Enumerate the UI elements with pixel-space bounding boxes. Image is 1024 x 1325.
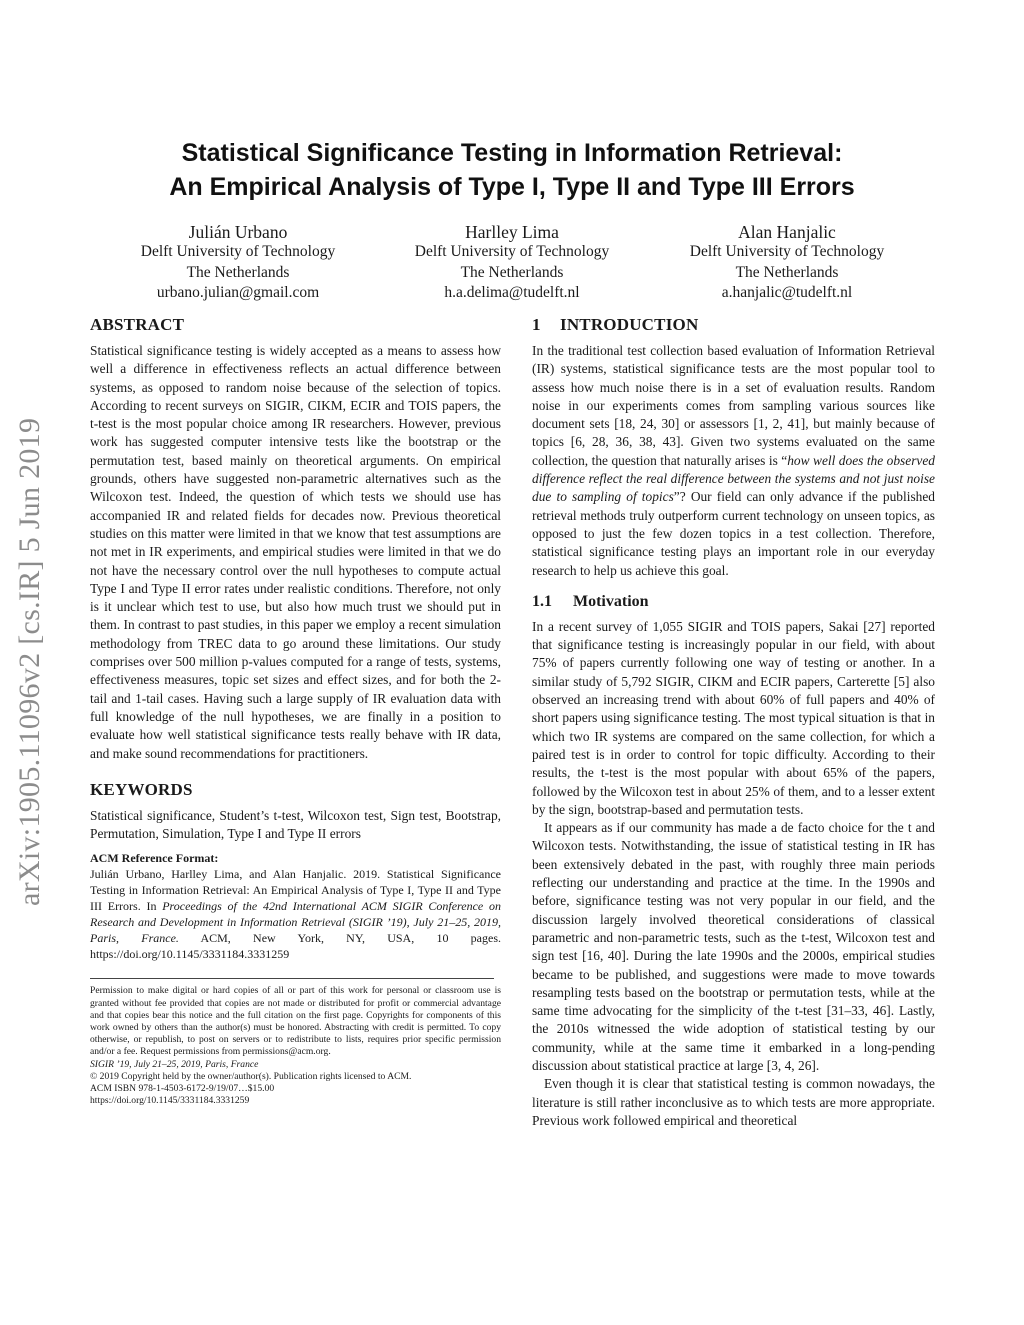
author-3 xyxy=(647,221,927,304)
conference-line: SIGIR ’19, July 21–25, 2019, Paris, France xyxy=(90,1058,259,1070)
author-country: The Netherlands xyxy=(735,263,839,281)
author-affiliation: Delft University of Technology xyxy=(414,243,610,260)
paper-title xyxy=(60,136,964,204)
section-number: 1 xyxy=(532,315,541,334)
author-email: a.hanjalic@tudelft.nl xyxy=(721,284,853,301)
author-name: Alan Hanjalic xyxy=(738,222,836,242)
intro-quote: how well does the observed difference reflect the real difference between the systems and not just noise due to sampling of topics xyxy=(532,452,935,505)
reference-authors-title: Julián Urbano, Harlley Lima, and Alan Hanjalic. 2019. Statistical Significance Testing in Information Retrieval: An Empirical Analysis of Type I, Type II and Type III Errors. In xyxy=(90,867,501,914)
author-1 xyxy=(98,221,378,304)
introduction-heading xyxy=(532,314,935,336)
keywords-text: Statistical significance, Student’s t-test, Wilcoxon test, Sign test, Bootstrap, Permutation, Simulation, Type I and Type II errors xyxy=(90,807,501,842)
left-column xyxy=(90,314,501,1107)
motivation-paragraph-3: Even though it is clear that statistical testing is common nowadays, the literature is still rather inconclusive as to which tests are more appropriate. Previous work followed empirical and theoretical xyxy=(532,1076,935,1128)
author-name: Julián Urbano xyxy=(188,222,288,242)
footnote-rule xyxy=(90,978,494,979)
keywords-heading: KEYWORDS xyxy=(90,779,193,799)
abstract-text: Statistical significance testing is widely accepted as a means to assess how well a difference in effectiveness reflects an actual difference between systems, as opposed to random noise because of the selection of topics. According to recent surveys on SIGIR, CIKM, ECIR and TOIS papers, the t-test is the most popular choice among IR researchers. However, previous work has suggested computer intensive tests like the bootstrap or the permutation test, based mainly on theoretical arguments. On empirical grounds, others have suggested non-parametric alternatives such as the Wilcoxon test. Indeed, the question of which tests we should use has accompanied IR and related fields for decades now. Previous theoretical studies on this matter were limited in that we know that test assumptions are not met in IR experiments, and empirical studies were limited in that we do not have the necessary control over the null hypotheses to compute actual Type I and Type II error rates under realistic conditions. Therefore, not only is it unclear which test to use, but also how much trust we should put in them. In contrast to past studies, in this paper we employ a recent simulation methodology from TREC data to go around these limitations. Our study comprises over 500 million p-values computed for a range of tests, systems, effectiveness measures, topic set sizes and effect sizes, and for both the 2-tail and 1-tail cases. Having such a large supply of IR evaluation data with full knowledge of the null hypotheses, we are finally in a position to evaluate how well statistical significance tests really behave with IR data, and make sound recommendations for practitioners. xyxy=(90,343,501,761)
title-line-1: Statistical Significance Testing in Information Retrieval: xyxy=(181,139,843,167)
author-name: Harlley Lima xyxy=(465,222,559,242)
reference-venue: Proceedings of the 42nd International ACM SIGIR Conference on Research and Development in Information Retrieval (SIGIR ’19), July 21–25, 2019, Paris, France. xyxy=(90,899,502,946)
copyright-line: © 2019 Copyright held by the owner/author(s). Publication rights licensed to ACM. xyxy=(90,1070,412,1082)
author-email: h.a.delima@tudelft.nl xyxy=(444,284,580,301)
author-country: The Netherlands xyxy=(460,263,564,281)
reference-publisher-doi: ACM, New York, NY, USA, 10 pages. https://doi.org/10.1145/3331184.3331259 xyxy=(90,931,501,962)
permission-text: Permission to make digital or hard copies of all or part of this work for personal or classroom use is granted without fee provided that copies are not made or distributed for profit or commercial advantage and that copies bear this notice and the full citation on the first page. Copyrights for components of this work owned by others than the author(s) must be honored. Abstracting with credit is permitted. To copy otherwise, or republish, to post on servers or to redistribute to lists, requires prior specific permission and/or a fee. Request permissions from permissions@acm.org. xyxy=(90,985,501,1058)
isbn-line: ACM ISBN 978-1-4503-6172-9/19/07…$15.00 xyxy=(90,1083,275,1095)
author-2 xyxy=(372,221,652,304)
motivation-heading xyxy=(532,592,935,612)
permission-notice xyxy=(90,985,501,1107)
abstract-heading: ABSTRACT xyxy=(90,315,185,334)
subsection-number: 1.1 xyxy=(532,592,552,610)
author-affiliation: Delft University of Technology xyxy=(140,243,336,260)
right-column xyxy=(532,314,935,1130)
motivation-paragraph-2: It appears as if our community has made a de facto choice for the t and Wilcoxon tests. Notwithstanding, the issue of statistical testing in IR has been extensively debated in the past, with roughly three main periods reflecting our understanding and practice at the time. In the 1990s and before, significance testing was not very popular in our field, and the discussion largely involved theoretical considerations of classical parametric and non-parametric tests, such as the t-test, Wilcoxon test and sign test [16, 40]. During the late 1990s and the 2000s, empirical studies became to be published, and suggestions were made to move towards resampling tests based on the bootstrap or permutation tests, while at the same time advocating for the simplicity of the t-test [31–33, 46]. Lastly, the 2010s witnessed the wide adoption of statistical testing by our community, while at the same time it embarked in a long-pending discussion about statistical practice at large [3, 4, 26]. xyxy=(532,820,935,1073)
intro-text-b: ”? Our field can only advance if the published retrieval methods truly outperform current technology on unseen topics, as opposed to just the few dozen topics in a test collection. Therefore, statistical significance testing plays an important role in our everyday research to help us achieve this goal. xyxy=(532,489,935,578)
author-affiliation: Delft University of Technology xyxy=(689,243,885,260)
doi-line: https://doi.org/10.1145/3331184.3331259 xyxy=(90,1095,250,1107)
acm-reference-text xyxy=(90,866,501,962)
author-email: urbano.julian@gmail.com xyxy=(156,284,320,301)
section-title: INTRODUCTION xyxy=(560,315,699,334)
arxiv-identifier: arXiv:1905.11096v2 [cs.IR] 5 Jun 2019 xyxy=(13,417,46,906)
introduction-paragraph xyxy=(532,342,935,580)
title-line-2: An Empirical Analysis of Type I, Type II and Type III Errors xyxy=(169,173,855,201)
subsection-title: Motivation xyxy=(573,592,649,610)
intro-text-a: In the traditional test collection based evaluation of Information Retrieval (IR) systems, statistical significance tests are the most popular tool to assess how much noise there is in a set of evaluation results. Random noise in our experiments comes from sampling various sources like document sets [18, 24, 30] or assessors [1, 2, 41], but mainly because of topics [6, 28, 36, 38, 43]. Given two systems evaluated on the same collection, the question that naturally arises is “ xyxy=(532,343,935,468)
motivation-paragraph-1: In a recent survey of 1,055 SIGIR and TOIS papers, Sakai [27] reported that significance testing is increasingly popular in our field, with about 75% of papers currently following one way of testing or another. In a similar study of 5,792 SIGIR, CIKM and ECIR papers, Carterette [5] also observed an increasing trend with about 60% of full papers and 40% of short papers using significance testing. The most typical situation is that in which two IR systems are compared on the same collection, for which a paired test is in order to control for topic difficulty. According to their results, the t-test is the most popular with about 65% of the papers, followed by the Wilcoxon test in about 25% of them, and to a lesser extent by the sign, bootstrap-based and permutation tests. xyxy=(532,618,935,817)
author-country: The Netherlands xyxy=(186,263,290,281)
acm-reference-heading: ACM Reference Format: xyxy=(90,851,219,866)
